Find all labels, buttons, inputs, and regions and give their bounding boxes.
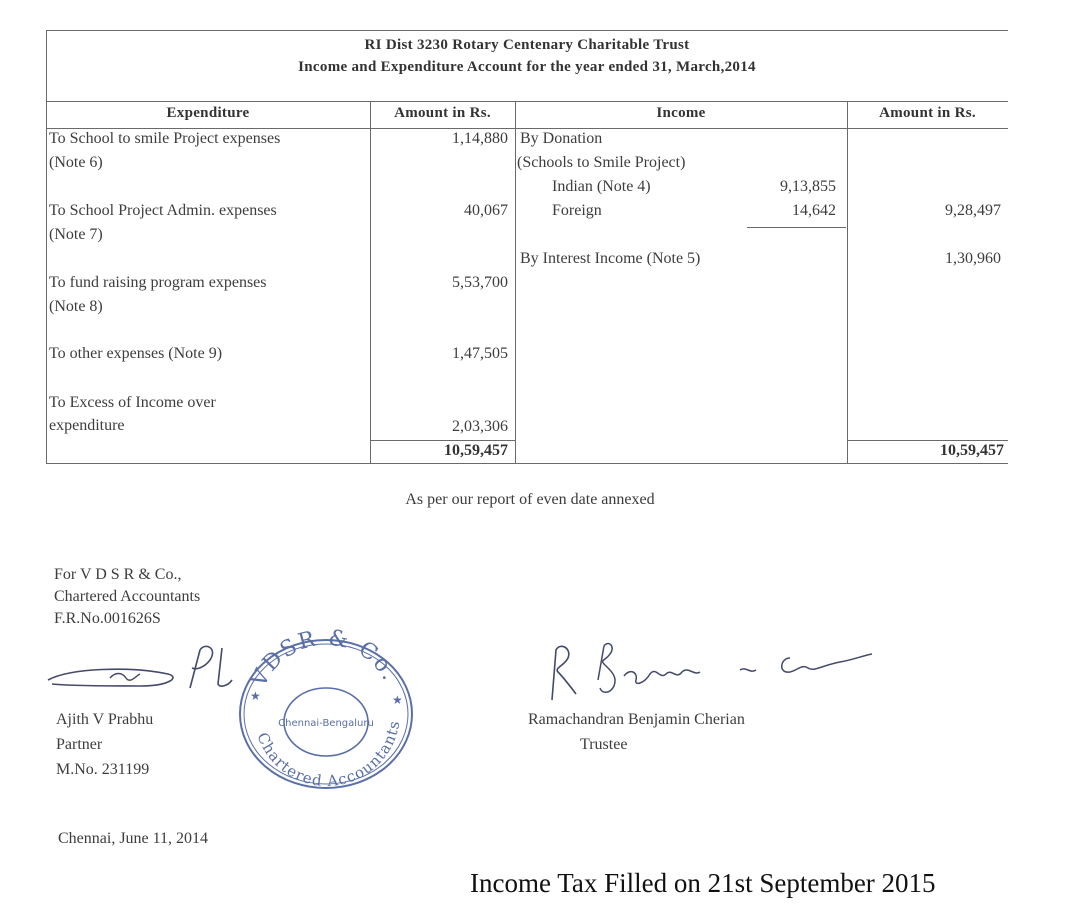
header-divider [46, 101, 1008, 102]
exp-row-3-note: (Note 8) [49, 298, 103, 315]
exp-row-1-amount: 1,14,880 [452, 130, 508, 147]
annex-note: As per our report of even date annexed [405, 491, 655, 508]
auditor-role: Partner [56, 736, 103, 753]
total-right: 10,59,457 [940, 442, 1004, 459]
header-amount-left: Amount in Rs. [394, 105, 491, 121]
trustee-signature [540, 640, 880, 710]
income-foreign-label: Foreign [552, 202, 602, 219]
income-indian-amount: 9,13,855 [780, 178, 836, 195]
place-date: Chennai, June 11, 2014 [58, 830, 209, 847]
column-divider-3 [847, 101, 848, 463]
exp-row-4-amount: 1,47,505 [452, 345, 508, 362]
income-donation-total: 9,28,497 [945, 202, 1001, 219]
exp-row-2-label: To School Project Admin. expenses [49, 202, 277, 219]
exp-row-5-label: To Excess of Income over [49, 394, 216, 411]
income-indian-label: Indian (Note 4) [552, 178, 651, 195]
income-interest-label: By Interest Income (Note 5) [520, 250, 701, 267]
trustee-name: Ramachandran Benjamin Cherian [528, 711, 745, 728]
auditor-firm: For V D S R & Co., [54, 566, 182, 583]
trustee-role: Trustee [580, 736, 628, 753]
subtotal-rule [747, 227, 846, 228]
total-rule-right [847, 440, 1008, 441]
income-foreign-amount: 14,642 [792, 202, 836, 219]
exp-row-3-amount: 5,53,700 [452, 274, 508, 291]
header-amount-right: Amount in Rs. [879, 105, 976, 121]
stamp-star-right-icon: ★ [392, 693, 403, 707]
column-divider-2 [515, 101, 516, 463]
auditor-name: Ajith V Prabhu [56, 711, 154, 728]
auditor-signatory-block [56, 707, 153, 782]
income-donation-label: By Donation [520, 130, 603, 147]
auditor-membership: M.No. 231199 [56, 761, 150, 778]
exp-row-1-label: To School to smile Project expenses [49, 130, 281, 147]
stamp-star-left-icon: ★ [250, 689, 261, 703]
column-header-divider [46, 128, 1008, 129]
exp-row-2-note: (Note 7) [49, 226, 103, 243]
auditor-firm-block [54, 564, 200, 630]
total-rule-left [370, 440, 515, 441]
account-subtitle: Income and Expenditure Account for the year ended 31, March,2014 [298, 59, 756, 75]
auditor-signature [40, 640, 250, 700]
stamp-bottom-text: Chartered Accountants [253, 718, 404, 791]
exp-row-5-note: expenditure [49, 417, 125, 434]
auditor-seal-stamp [230, 622, 422, 792]
exp-row-4-label: To other expenses (Note 9) [49, 345, 223, 362]
title-block [46, 34, 1008, 78]
income-donation-sub: (Schools to Smile Project) [517, 154, 686, 171]
column-divider-1 [370, 101, 371, 463]
income-tax-filing-note: Income Tax Filled on 21st September 2015 [470, 868, 936, 898]
exp-row-3-label: To fund raising program expenses [49, 274, 267, 291]
trust-title: RI Dist 3230 Rotary Centenary Charitable Trust [364, 37, 690, 53]
auditor-type: Chartered Accountants [54, 588, 201, 605]
stamp-top-text: VDSR & Co. [246, 625, 403, 692]
exp-row-2-amount: 40,067 [464, 202, 508, 219]
income-interest-amount: 1,30,960 [945, 250, 1001, 267]
exp-row-1-note: (Note 6) [49, 154, 103, 171]
stamp-center-text: Chennai-Bengaluru [278, 718, 374, 729]
auditor-frn: F.R.No.001626S [54, 610, 161, 627]
exp-row-5-amount: 2,03,306 [452, 418, 508, 435]
header-income: Income [656, 105, 706, 121]
header-expenditure: Expenditure [166, 105, 250, 121]
total-left: 10,59,457 [444, 442, 508, 459]
svg-text:VDSR & Co. [246, 625, 403, 692]
trustee-block [528, 707, 745, 757]
